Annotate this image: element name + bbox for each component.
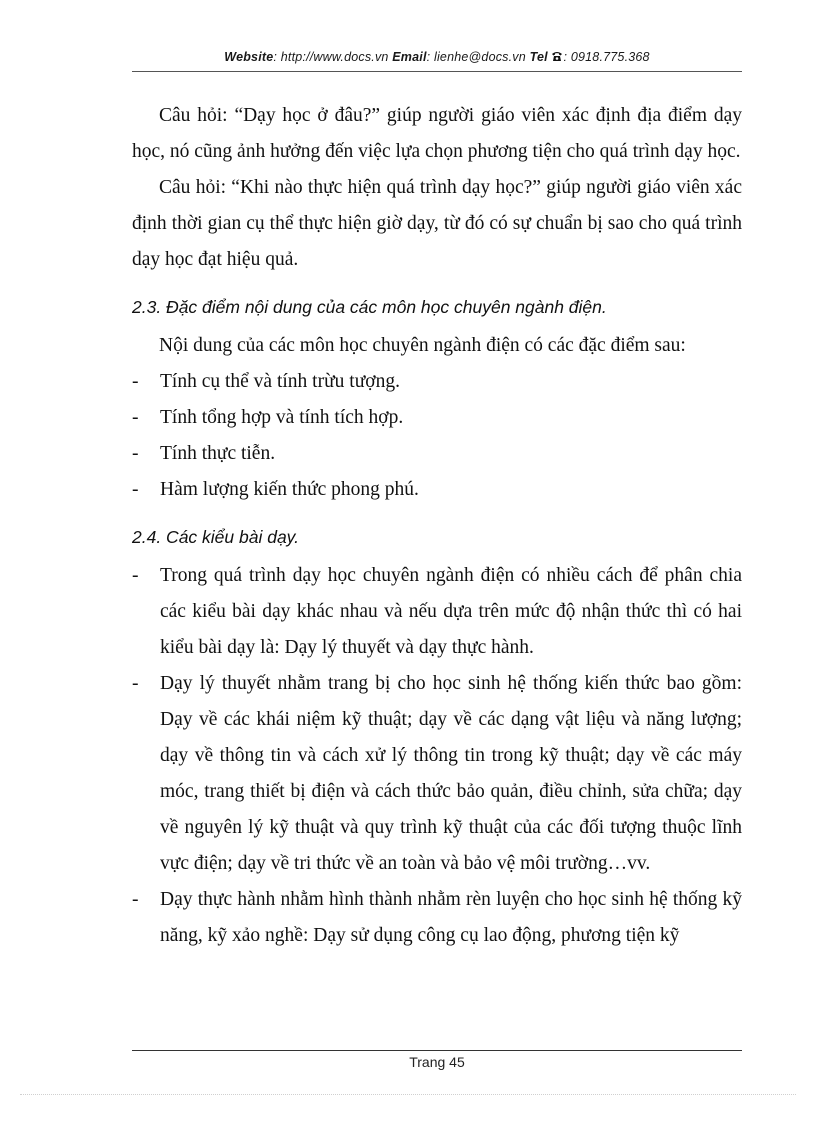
feature-list <box>132 364 742 508</box>
page-edge-divider <box>20 1094 796 1095</box>
list-item-text: Hàm lượng kiến thức phong phú. <box>160 479 419 500</box>
section-heading: 2.4. Các kiểu bài dạy. <box>132 527 299 547</box>
list-item <box>132 882 742 954</box>
list-marker: - <box>132 565 139 586</box>
list-item-text: Trong quá trình dạy học chuyên ngành điện có nhiều cách để phân chia các kiểu bài dạy khác nhau và nếu dựa trên mức độ nhận thức thì có hai kiểu bài dạy là: Dạy lý thuyết và dạy thực hành. <box>160 565 742 658</box>
page-header <box>132 50 742 65</box>
page-number: Trang 45 <box>409 1054 465 1070</box>
list-item <box>132 436 742 472</box>
list-marker: - <box>132 479 139 500</box>
list-marker: - <box>132 673 139 694</box>
paragraph: Câu hỏi: “Khi nào thực hiện quá trình dạy học?” giúp người giáo viên xác định thời gian cụ thể thực hiện giờ dạy, từ đó có sự chuẩn bị sao cho quá trình dạy học đạt hiệu quả. <box>132 177 742 270</box>
section-heading: 2.3. Đặc điểm nội dung của các môn học chuyên ngành điện. <box>132 297 607 317</box>
page-body <box>132 98 742 954</box>
list-item <box>132 472 742 508</box>
email-label: Email <box>392 50 427 64</box>
list-marker: - <box>132 407 139 428</box>
list-marker: - <box>132 371 139 392</box>
list-item-text: Tính cụ thể và tính trừu tượng. <box>160 371 400 392</box>
email-value: : lienhe@docs.vn <box>426 50 526 64</box>
list-item <box>132 558 742 666</box>
paragraph: Nội dung của các môn học chuyên ngành điện có các đặc điểm sau: <box>159 335 686 356</box>
phone-icon <box>551 51 563 65</box>
tel-value: : 0918.775.368 <box>563 50 650 64</box>
list-marker: - <box>132 443 139 464</box>
tel-label: Tel <box>529 50 548 64</box>
list-marker: - <box>132 889 139 910</box>
list-item-text: Dạy lý thuyết nhằm trang bị cho học sinh hệ thống kiến thức bao gồm: Dạy về các khái niệm kỹ thuật; dạy về các dạng vật liệu và năng lượng; dạy về thông tin và cách xử lý thông tin trong kỹ thuật; dạy về các máy móc, trang thiết bị điện và cách thức bảo quản, điều chỉnh, sửa chữa; dạy về nguyên lý kỹ thuật và quy trình kỹ thuật của các đối tượng thuộc lĩnh vực điện; dạy về tri thức về an toàn và bảo vệ môi trường…vv. <box>160 673 742 874</box>
list-item-text: Dạy thực hành nhằm hình thành nhằm rèn luyện cho học sinh hệ thống kỹ năng, kỹ xảo nghề: Dạy sử dụng công cụ lao động, phương tiện kỹ <box>160 889 742 946</box>
footer-divider <box>132 1050 742 1051</box>
list-item <box>132 364 742 400</box>
list-item-text: Tính tổng hợp và tính tích hợp. <box>160 407 404 428</box>
website-label: Website <box>224 50 274 64</box>
header-divider <box>132 71 742 72</box>
paragraph: Câu hỏi: “Dạy học ở đâu?” giúp người giáo viên xác định địa điểm dạy học, nó cũng ảnh hưởng đến việc lựa chọn phương tiện cho quá trình dạy học. <box>132 105 742 162</box>
list-item-text: Tính thực tiễn. <box>160 443 276 464</box>
website-value: : http://www.docs.vn <box>273 50 389 64</box>
list-item <box>132 666 742 882</box>
list-item <box>132 400 742 436</box>
lesson-type-list <box>132 558 742 954</box>
